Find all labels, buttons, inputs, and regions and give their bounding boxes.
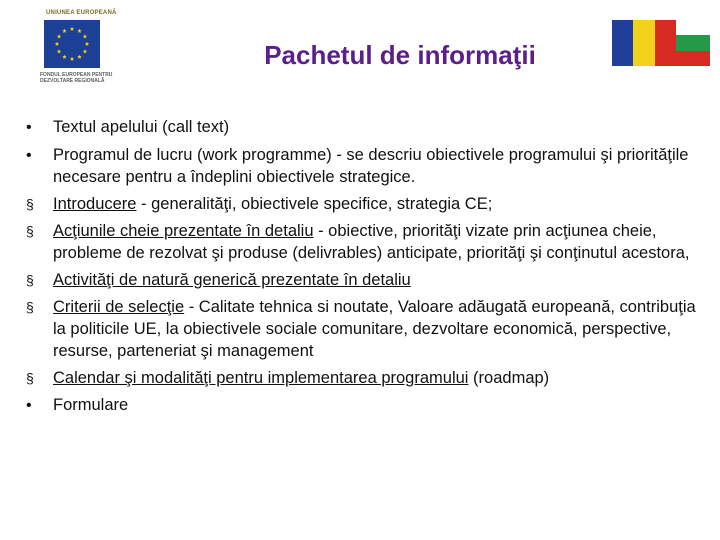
item-link[interactable]: Introducere bbox=[53, 195, 137, 213]
item-link[interactable]: Calendar şi modalităţi pentru implementarea programului bbox=[53, 369, 469, 387]
eu-logo-bottom-text: FONDUL EUROPEAN PENTRU DEZVOLTARE REGIONALĂ bbox=[40, 72, 113, 84]
list-item bbox=[26, 116, 698, 139]
item-link[interactable]: Acţiunile cheie prezentate în detaliu bbox=[53, 222, 314, 240]
bg-flag-stripe-1 bbox=[676, 20, 710, 35]
bullet-icon bbox=[26, 144, 53, 188]
bullet-icon bbox=[26, 394, 53, 417]
page-title: Pachetul de informaţii bbox=[264, 40, 536, 70]
item-text: (roadmap) bbox=[468, 369, 550, 387]
item-text: - Calitate tehnica si noutate, Valoare adăugată europeană, contribuţia la politicile UE, la obiectivele sociale comunitare, dezvoltare economică, perspective, resurse, parteneriat şi management bbox=[53, 298, 696, 360]
bullet-icon bbox=[26, 269, 53, 291]
item-text: Programul de lucru (work programme) - se descriu obiectivele programului şi priorităţile necesare pentru a îndeplini obiectivele strategice. bbox=[53, 146, 689, 186]
bullet-icon bbox=[26, 296, 53, 362]
item-text: Textul apelului (call text) bbox=[53, 118, 230, 136]
list-item bbox=[26, 394, 698, 417]
list-item bbox=[26, 296, 698, 362]
bullet-icon bbox=[26, 116, 53, 139]
item-text: Formulare bbox=[53, 396, 129, 414]
eu-star-icon bbox=[62, 29, 67, 33]
bullet-icon bbox=[26, 193, 53, 215]
bullet-icon bbox=[26, 367, 53, 389]
list-item bbox=[26, 144, 698, 188]
eu-star-icon bbox=[57, 34, 62, 38]
item-link[interactable]: Criterii de selecţie bbox=[53, 298, 185, 316]
item-text: - obiective, priorităţi vizate prin acţiunea cheie, probleme de rezolvat şi produse (delivrables) anticipate, priorităţi şi conţinutul acestora, bbox=[53, 222, 690, 262]
eu-star-icon bbox=[77, 29, 82, 33]
item-text: - generalităţi, obiectivele specifice, strategia CE; bbox=[136, 195, 493, 213]
item-link[interactable]: Activităţi de natură generică prezentate în detaliu bbox=[53, 271, 411, 289]
bullet-list bbox=[26, 116, 698, 422]
list-item bbox=[26, 269, 698, 291]
bullet-icon bbox=[26, 220, 53, 264]
list-item bbox=[26, 220, 698, 264]
eu-star-icon bbox=[70, 27, 75, 31]
list-item bbox=[26, 367, 698, 389]
eu-star-icon bbox=[83, 34, 88, 38]
eu-logo-top-text: UNIUNEA EUROPEANĂ bbox=[46, 10, 117, 16]
list-item bbox=[26, 193, 698, 215]
